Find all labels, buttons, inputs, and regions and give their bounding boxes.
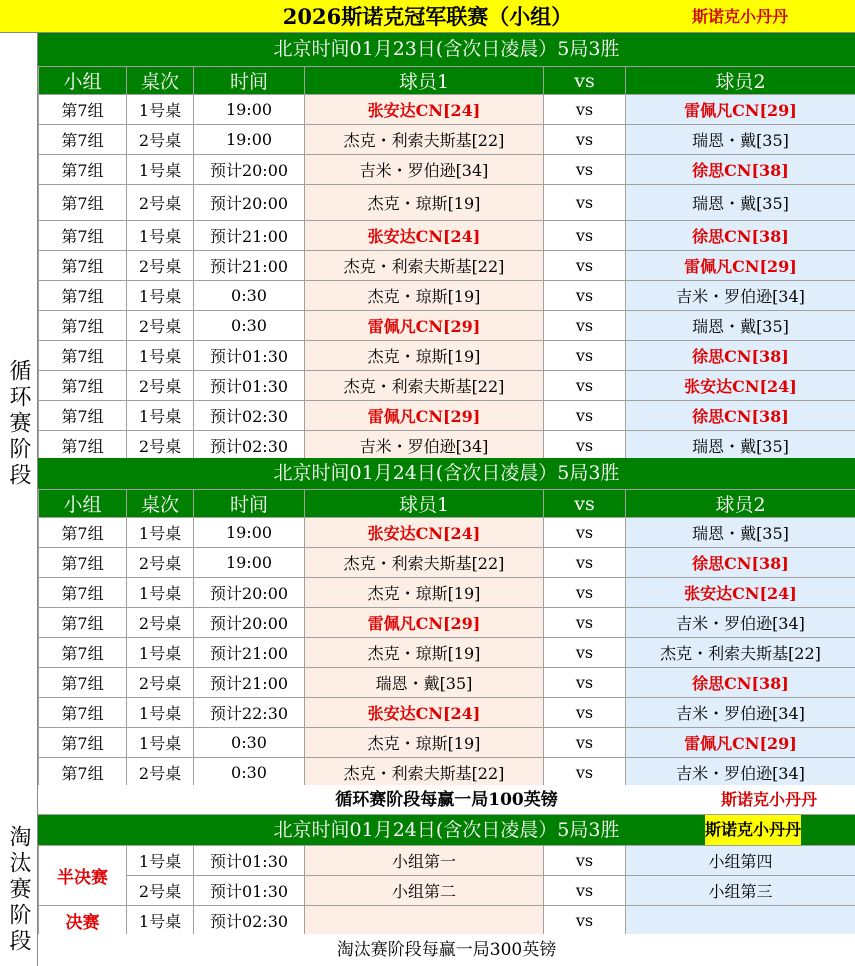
- player1-cell: [305, 906, 544, 935]
- table-row: [39, 155, 855, 185]
- watermark-3: 斯诺克小丹丹: [705, 815, 801, 845]
- group-cell: 第7组: [39, 95, 127, 125]
- player1-cell: 杰克・琼斯[19]: [305, 185, 544, 221]
- column-header: vs: [544, 67, 626, 95]
- player1-cell: 杰克・利索夫斯基[22]: [305, 125, 544, 155]
- watermark-2: 斯诺克小丹丹: [720, 790, 817, 809]
- vs-cell: vs: [544, 698, 626, 728]
- table-row: [39, 876, 855, 906]
- table-cell: 1号桌: [127, 578, 194, 608]
- table-cell: 1号桌: [127, 155, 194, 185]
- table-row: [39, 668, 855, 698]
- table-cell: 1号桌: [127, 401, 194, 431]
- player1-cell: 杰克・琼斯[19]: [305, 341, 544, 371]
- column-header: vs: [544, 490, 626, 518]
- player1-cell: 雷佩凡CN[29]: [305, 608, 544, 638]
- vs-cell: vs: [544, 401, 626, 431]
- vs-cell: vs: [544, 846, 626, 876]
- vs-cell: vs: [544, 906, 626, 935]
- table-row: [39, 221, 855, 251]
- table-cell: 2号桌: [127, 185, 194, 221]
- time-cell: 预计21:00: [194, 251, 305, 281]
- player2-cell: 张安达CN[24]: [626, 578, 855, 608]
- time-cell: 预计02:30: [194, 431, 305, 461]
- table-cell: 2号桌: [127, 371, 194, 401]
- player1-cell: 小组第一: [305, 846, 544, 876]
- stage-label-knockout: [0, 814, 38, 966]
- player2-cell: 瑞恩・戴[35]: [626, 311, 855, 341]
- knockout-title-text: 北京时间01月24日(含次日凌晨）5局3胜: [273, 819, 620, 841]
- player1-cell: 杰克・利索夫斯基[22]: [305, 548, 544, 578]
- group-cell: 第7组: [39, 578, 127, 608]
- time-cell: 预计20:00: [194, 578, 305, 608]
- time-cell: 0:30: [194, 728, 305, 758]
- group-cell: 第7组: [39, 341, 127, 371]
- player2-cell: 雷佩凡CN[29]: [626, 95, 855, 125]
- time-cell: 预计21:00: [194, 638, 305, 668]
- time-cell: 0:30: [194, 311, 305, 341]
- group-cell: 第7组: [39, 668, 127, 698]
- player2-cell: 杰克・利索夫斯基[22]: [626, 638, 855, 668]
- header-row: [39, 490, 855, 518]
- table-row: [39, 125, 855, 155]
- stage-round-robin-text: 循环赛阶段: [6, 358, 31, 489]
- table-cell: 1号桌: [127, 846, 194, 876]
- final-label: 决赛: [39, 906, 127, 935]
- time-cell: 预计01:30: [194, 341, 305, 371]
- table-row: [39, 518, 855, 548]
- table-row: [39, 431, 855, 461]
- player2-cell: 吉米・罗伯逊[34]: [626, 281, 855, 311]
- player2-cell: 吉米・罗伯逊[34]: [626, 758, 855, 788]
- player2-cell: 小组第四: [626, 846, 855, 876]
- player2-cell: [626, 906, 855, 935]
- group-cell: 第7组: [39, 125, 127, 155]
- table-row: [39, 281, 855, 311]
- group-cell: 第7组: [39, 401, 127, 431]
- column-header: 桌次: [127, 490, 194, 518]
- player1-cell: 杰克・利索夫斯基[22]: [305, 251, 544, 281]
- table-cell: 1号桌: [127, 698, 194, 728]
- time-cell: 19:00: [194, 95, 305, 125]
- vs-cell: vs: [544, 668, 626, 698]
- group-cell: 第7组: [39, 281, 127, 311]
- group-cell: 第7组: [39, 431, 127, 461]
- column-header: 球员1: [305, 490, 544, 518]
- player2-cell: 瑞恩・戴[35]: [626, 185, 855, 221]
- player1-cell: 杰克・利索夫斯基[22]: [305, 758, 544, 788]
- day2-table: [38, 489, 855, 788]
- knockout-title: [38, 815, 855, 845]
- table-row: [39, 638, 855, 668]
- group-cell: 第7组: [39, 155, 127, 185]
- player1-cell: 杰克・琼斯[19]: [305, 638, 544, 668]
- group-cell: 第7组: [39, 608, 127, 638]
- column-header: 时间: [194, 490, 305, 518]
- vs-cell: vs: [544, 251, 626, 281]
- stage-knockout-text: 淘汰赛阶段: [6, 825, 31, 955]
- semifinal-label: 半决赛: [39, 846, 127, 906]
- vs-cell: vs: [544, 876, 626, 906]
- group-cell: 第7组: [39, 518, 127, 548]
- time-cell: 预计21:00: [194, 221, 305, 251]
- table-row: [39, 95, 855, 125]
- vs-cell: vs: [544, 608, 626, 638]
- day1-table: [38, 66, 855, 461]
- player2-cell: 徐思CN[38]: [626, 341, 855, 371]
- player1-cell: 小组第二: [305, 876, 544, 906]
- table-cell: 2号桌: [127, 548, 194, 578]
- table-cell: 1号桌: [127, 638, 194, 668]
- player2-cell: 瑞恩・戴[35]: [626, 125, 855, 155]
- vs-cell: vs: [544, 95, 626, 125]
- vs-cell: vs: [544, 578, 626, 608]
- table-row: [39, 185, 855, 221]
- player1-cell: 吉米・罗伯逊[34]: [305, 155, 544, 185]
- time-cell: 19:00: [194, 548, 305, 578]
- table-cell: 2号桌: [127, 668, 194, 698]
- time-cell: 19:00: [194, 125, 305, 155]
- vs-cell: vs: [544, 185, 626, 221]
- time-cell: 预计02:30: [194, 906, 305, 935]
- vs-cell: vs: [544, 431, 626, 461]
- vs-cell: vs: [544, 125, 626, 155]
- round-robin-note-text: 循环赛阶段每赢一局100英镑: [335, 790, 558, 810]
- group-cell: 第7组: [39, 221, 127, 251]
- table-row: [39, 251, 855, 281]
- table-row: [39, 608, 855, 638]
- vs-cell: vs: [544, 281, 626, 311]
- column-header: 球员1: [305, 67, 544, 95]
- vs-cell: vs: [544, 341, 626, 371]
- column-header: 小组: [39, 67, 127, 95]
- player1-cell: 雷佩凡CN[29]: [305, 311, 544, 341]
- vs-cell: vs: [544, 518, 626, 548]
- vs-cell: vs: [544, 371, 626, 401]
- table-row: [39, 728, 855, 758]
- round-robin-prize-note: [38, 785, 855, 815]
- table-cell: 1号桌: [127, 728, 194, 758]
- player1-cell: 吉米・罗伯逊[34]: [305, 431, 544, 461]
- time-cell: 预计20:00: [194, 608, 305, 638]
- table-cell: 1号桌: [127, 281, 194, 311]
- table-row: [39, 698, 855, 728]
- table-cell: 2号桌: [127, 876, 194, 906]
- player2-cell: 雷佩凡CN[29]: [626, 251, 855, 281]
- player2-cell: 徐思CN[38]: [626, 401, 855, 431]
- player2-cell: 张安达CN[24]: [626, 371, 855, 401]
- player2-cell: 徐思CN[38]: [626, 668, 855, 698]
- time-cell: 预计01:30: [194, 876, 305, 906]
- player2-cell: 瑞恩・戴[35]: [626, 518, 855, 548]
- vs-cell: vs: [544, 758, 626, 788]
- time-cell: 预计20:00: [194, 185, 305, 221]
- column-header: 小组: [39, 490, 127, 518]
- table-row: [39, 401, 855, 431]
- player1-cell: 杰克・利索夫斯基[22]: [305, 371, 544, 401]
- group-cell: 第7组: [39, 371, 127, 401]
- table-cell: 2号桌: [127, 125, 194, 155]
- player2-cell: 小组第三: [626, 876, 855, 906]
- group-cell: 第7组: [39, 548, 127, 578]
- table-cell: 2号桌: [127, 758, 194, 788]
- vs-cell: vs: [544, 728, 626, 758]
- player1-cell: 张安达CN[24]: [305, 518, 544, 548]
- time-cell: 预计20:00: [194, 155, 305, 185]
- table-row: [39, 846, 855, 876]
- group-cell: 第7组: [39, 758, 127, 788]
- player2-cell: 徐思CN[38]: [626, 221, 855, 251]
- table-row: [39, 906, 855, 935]
- table-row: [39, 311, 855, 341]
- player1-cell: 杰克・琼斯[19]: [305, 281, 544, 311]
- player2-cell: 吉米・罗伯逊[34]: [626, 608, 855, 638]
- vs-cell: vs: [544, 638, 626, 668]
- player2-cell: 徐思CN[38]: [626, 548, 855, 578]
- day2-title: 北京时间01月24日(含次日凌晨）5局3胜: [38, 458, 855, 489]
- table-cell: 2号桌: [127, 251, 194, 281]
- page-title: 2026斯诺克冠军联赛（小组）: [282, 4, 573, 29]
- group-cell: 第7组: [39, 185, 127, 221]
- column-header: 时间: [194, 67, 305, 95]
- table-row: [39, 578, 855, 608]
- table-cell: 2号桌: [127, 608, 194, 638]
- player1-cell: 杰克・琼斯[19]: [305, 578, 544, 608]
- column-header: 球员2: [626, 490, 855, 518]
- knockout-prize-note: 淘汰赛阶段每赢一局300英镑: [38, 934, 855, 966]
- stage-label-round-robin: [0, 33, 38, 814]
- time-cell: 预计22:30: [194, 698, 305, 728]
- watermark: 斯诺克小丹丹: [692, 7, 789, 26]
- time-cell: 预计02:30: [194, 401, 305, 431]
- column-header: 桌次: [127, 67, 194, 95]
- group-cell: 第7组: [39, 728, 127, 758]
- vs-cell: vs: [544, 221, 626, 251]
- player1-cell: 瑞恩・戴[35]: [305, 668, 544, 698]
- player1-cell: 张安达CN[24]: [305, 95, 544, 125]
- player1-cell: 张安达CN[24]: [305, 221, 544, 251]
- time-cell: 预计21:00: [194, 668, 305, 698]
- table-cell: 1号桌: [127, 221, 194, 251]
- header-row: [39, 67, 855, 95]
- table-cell: 1号桌: [127, 95, 194, 125]
- player2-cell: 吉米・罗伯逊[34]: [626, 698, 855, 728]
- time-cell: 0:30: [194, 758, 305, 788]
- time-cell: 预计01:30: [194, 371, 305, 401]
- day1-title: 北京时间01月23日(含次日凌晨）5局3胜: [38, 33, 855, 66]
- player1-cell: 雷佩凡CN[29]: [305, 401, 544, 431]
- time-cell: 预计01:30: [194, 846, 305, 876]
- table-cell: 1号桌: [127, 341, 194, 371]
- player1-cell: 杰克・琼斯[19]: [305, 728, 544, 758]
- table-row: [39, 371, 855, 401]
- table-row: [39, 758, 855, 788]
- group-cell: 第7组: [39, 251, 127, 281]
- table-cell: 2号桌: [127, 431, 194, 461]
- player2-cell: 雷佩凡CN[29]: [626, 728, 855, 758]
- title-bar: [0, 0, 855, 33]
- vs-cell: vs: [544, 548, 626, 578]
- group-cell: 第7组: [39, 311, 127, 341]
- table-row: [39, 548, 855, 578]
- time-cell: 0:30: [194, 281, 305, 311]
- knockout-table: [38, 845, 855, 935]
- player2-cell: 徐思CN[38]: [626, 155, 855, 185]
- player2-cell: 瑞恩・戴[35]: [626, 431, 855, 461]
- table-row: [39, 341, 855, 371]
- table-cell: 1号桌: [127, 906, 194, 935]
- group-cell: 第7组: [39, 638, 127, 668]
- table-cell: 2号桌: [127, 311, 194, 341]
- column-header: 球员2: [626, 67, 855, 95]
- vs-cell: vs: [544, 311, 626, 341]
- time-cell: 19:00: [194, 518, 305, 548]
- table-cell: 1号桌: [127, 518, 194, 548]
- group-cell: 第7组: [39, 698, 127, 728]
- player1-cell: 张安达CN[24]: [305, 698, 544, 728]
- vs-cell: vs: [544, 155, 626, 185]
